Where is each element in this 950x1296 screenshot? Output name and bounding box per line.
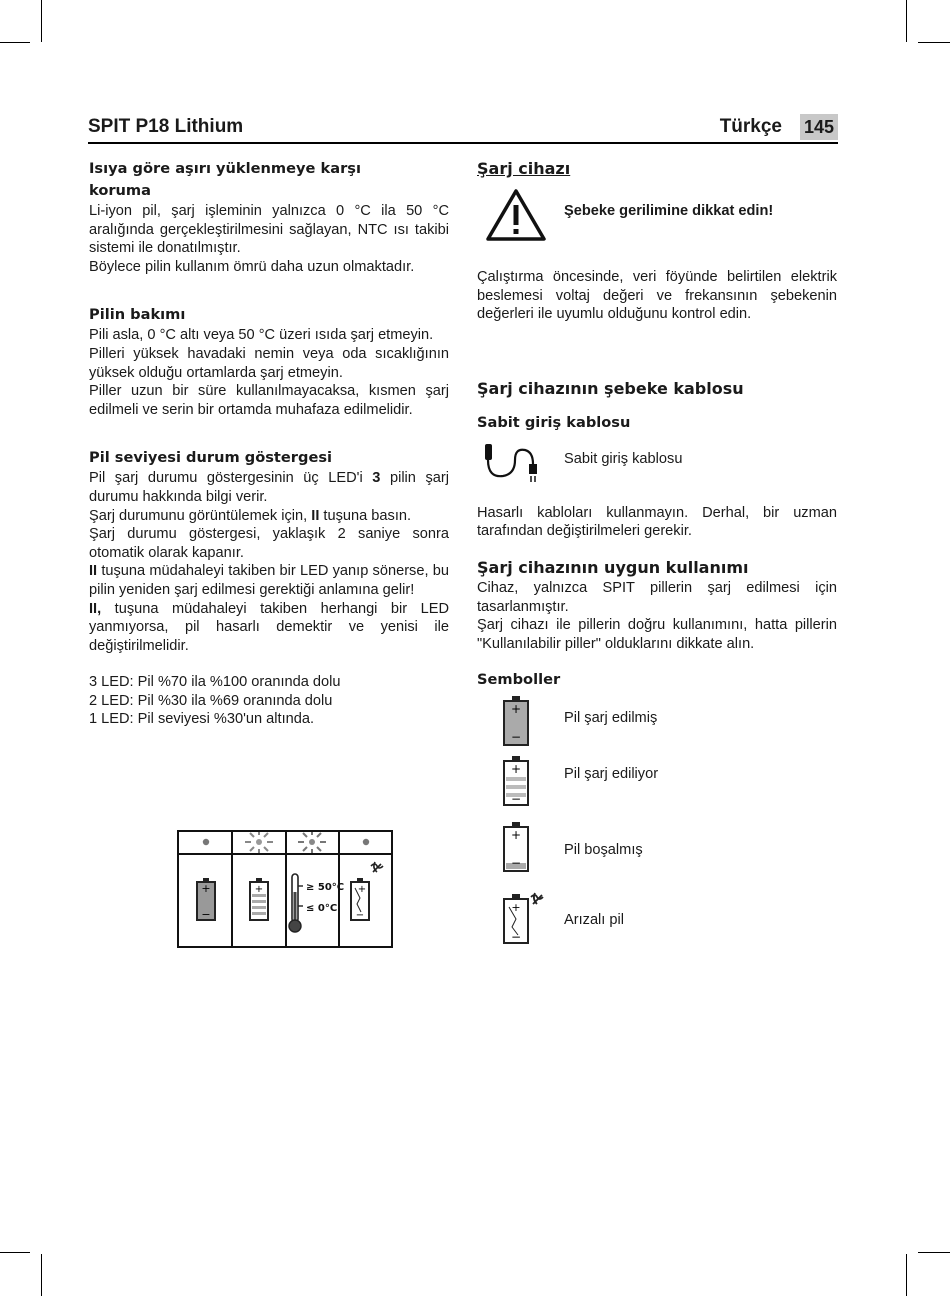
paragraph: Çalıştırma öncesinde, veri föyünde belirtilen elektrik beslemesi voltaj değeri ve frekansının şebekenin değerleri ile uyumlu olduğunu kontrol edin. xyxy=(477,269,837,323)
symbol-label: Pil şarj edilmiş xyxy=(564,710,658,727)
paragraph: Piller uzun bir süre kullanılmayacaksa, kısmen şarj edilmeli ve serin bir ortamda muhafaza edilmelidir. xyxy=(89,383,449,418)
thermometer-icon xyxy=(289,874,303,932)
paragraph: Şarj cihazı ile pillerin doğru kullanımını, hatta pillerin "Kullanılabilir piller" olduklarını dikkate alın. xyxy=(477,617,837,652)
section-heading: Isıya göre aşırı yüklenmeye karşı xyxy=(89,160,361,177)
paragraph: Pil şarj durumu göstergesinin üç LED'i 3 pilin şarj durumu hakkında bilgi verir. xyxy=(89,470,449,505)
right-column xyxy=(477,158,837,951)
paragraph: Pili asla, 0 °C altı veya 50 °C üzeri ısıda şarj etmeyin. xyxy=(89,327,434,344)
section-heading: Şarj cihazının şebeke kablosu xyxy=(477,378,744,398)
svg-text:−: − xyxy=(510,730,522,745)
led-status-table xyxy=(177,830,393,948)
symbol-row xyxy=(477,749,837,819)
svg-text:−: − xyxy=(510,930,522,945)
svg-text:+: + xyxy=(201,882,211,895)
crop-mark xyxy=(918,1252,950,1253)
battery-empty-icon xyxy=(501,821,531,873)
battery-full-icon xyxy=(197,878,215,921)
svg-text:+: + xyxy=(254,884,264,895)
symbol-label: Pil boşalmış xyxy=(564,842,643,859)
section-heading: koruma xyxy=(89,182,151,199)
svg-text:+: + xyxy=(511,901,521,915)
crop-mark xyxy=(41,1254,42,1296)
led-line: 1 LED: Pil seviyesi %30'un altında. xyxy=(89,711,315,728)
symbol-label: Pil şarj ediliyor xyxy=(564,766,659,783)
warning-row xyxy=(477,180,837,268)
symbol-row xyxy=(477,691,837,749)
svg-text:+: + xyxy=(510,702,522,717)
led-table-svg xyxy=(179,832,391,946)
symbol-label: Arızalı pil xyxy=(564,912,625,929)
led-line: 2 LED: Pil %30 ila %69 oranında dolu xyxy=(89,692,333,709)
crop-mark xyxy=(906,0,907,42)
symbol-row xyxy=(477,819,837,891)
led-blinking-icon xyxy=(245,832,273,853)
svg-text:+: + xyxy=(510,762,522,777)
svg-text:−: − xyxy=(355,910,365,921)
paragraph: Pilleri yüksek havadaki nemin veya oda sıcaklığının yüksek olduğu ortamlarda şarj etmeyin. xyxy=(89,345,449,381)
svg-text:+: + xyxy=(510,828,522,843)
cable-label: Sabit giriş kablosu xyxy=(564,450,683,467)
warning-text: Şebeke gerilimine dikkat edin! xyxy=(564,203,774,219)
warning-triangle-icon xyxy=(485,188,547,242)
svg-text:+: + xyxy=(357,884,367,895)
paragraph: Cihaz, yalnızca SPIT pillerin şarj edilmesi için tasarlanmıştır. xyxy=(477,579,837,615)
led-blinking-icon xyxy=(298,832,326,853)
left-column xyxy=(89,158,449,729)
led-line: 3 LED: Pil %70 ila %100 oranında dolu xyxy=(89,674,341,691)
crop-mark xyxy=(0,42,30,43)
section-heading: Pilin bakımı xyxy=(89,306,186,324)
section-heading: Pil seviyesi durum göstergesi xyxy=(89,449,333,467)
power-cable-icon xyxy=(483,440,543,488)
svg-text:−: − xyxy=(510,856,522,871)
battery-defective-icon xyxy=(351,862,383,921)
language-label: Türkçe xyxy=(719,116,782,137)
document-title: SPIT P18 Lithium xyxy=(88,116,244,137)
crop-mark xyxy=(41,0,42,42)
paragraph: Şarj durumu göstergesi, yaklaşık 2 saniye sonra otomatik olarak kapanır. xyxy=(89,526,449,561)
section-heading: Semboller xyxy=(477,671,561,689)
paragraph: II, tuşuna müdahaleyi takiben herhangi bir LED yanmıyorsa, pil hasarlı demektir ve yenisi ile değiştirilmelidir. xyxy=(89,600,449,654)
crop-mark xyxy=(0,1252,30,1253)
led-dot-icon xyxy=(203,839,209,845)
crop-mark xyxy=(906,1254,907,1296)
header-rule xyxy=(88,142,838,144)
paragraph: Hasarlı kabloları kullanmayın. Derhal, bir uzman tarafından değiştirilmeleri gerekir. xyxy=(477,504,837,540)
temp-high-label: ≥ 50°C xyxy=(306,882,345,893)
section-heading: Şarj cihazının uygun kullanımı xyxy=(477,557,749,577)
paragraph: II tuşuna müdahaleyi takiben bir LED yanıp sönerse, bu pilin yeniden şarj edilmesi gerektiği anlamına gelir! xyxy=(89,563,449,598)
svg-text:−: − xyxy=(201,908,211,921)
temp-low-label: ≤ 0°C xyxy=(306,903,338,914)
page-header xyxy=(88,114,838,144)
battery-defective-icon xyxy=(501,891,553,945)
battery-charged-icon xyxy=(501,695,531,747)
led-dot-icon xyxy=(363,839,369,845)
battery-charging-icon xyxy=(250,878,268,920)
section-heading: Şarj cihazı xyxy=(477,159,571,178)
paragraph: Şarj durumunu görüntülemek için, II tuşuna basın. xyxy=(89,507,412,524)
paragraph: Böylece pilin kullanım ömrü daha uzun olmaktadır. xyxy=(89,258,415,275)
svg-text:−: − xyxy=(510,792,522,807)
cable-row xyxy=(477,434,837,504)
crop-mark xyxy=(918,42,950,43)
page-number: 145 xyxy=(800,114,838,140)
subheading: Sabit giriş kablosu xyxy=(477,413,631,431)
battery-charging-icon xyxy=(501,755,531,807)
symbol-row xyxy=(477,891,837,951)
paragraph: Li-iyon pil, şarj işleminin yalnızca 0 °C ila 50 °C aralığında gerçekleştirilmesini sağlayan, NTC ısı takibi sistemi ile donatılmıştır. xyxy=(89,203,449,257)
